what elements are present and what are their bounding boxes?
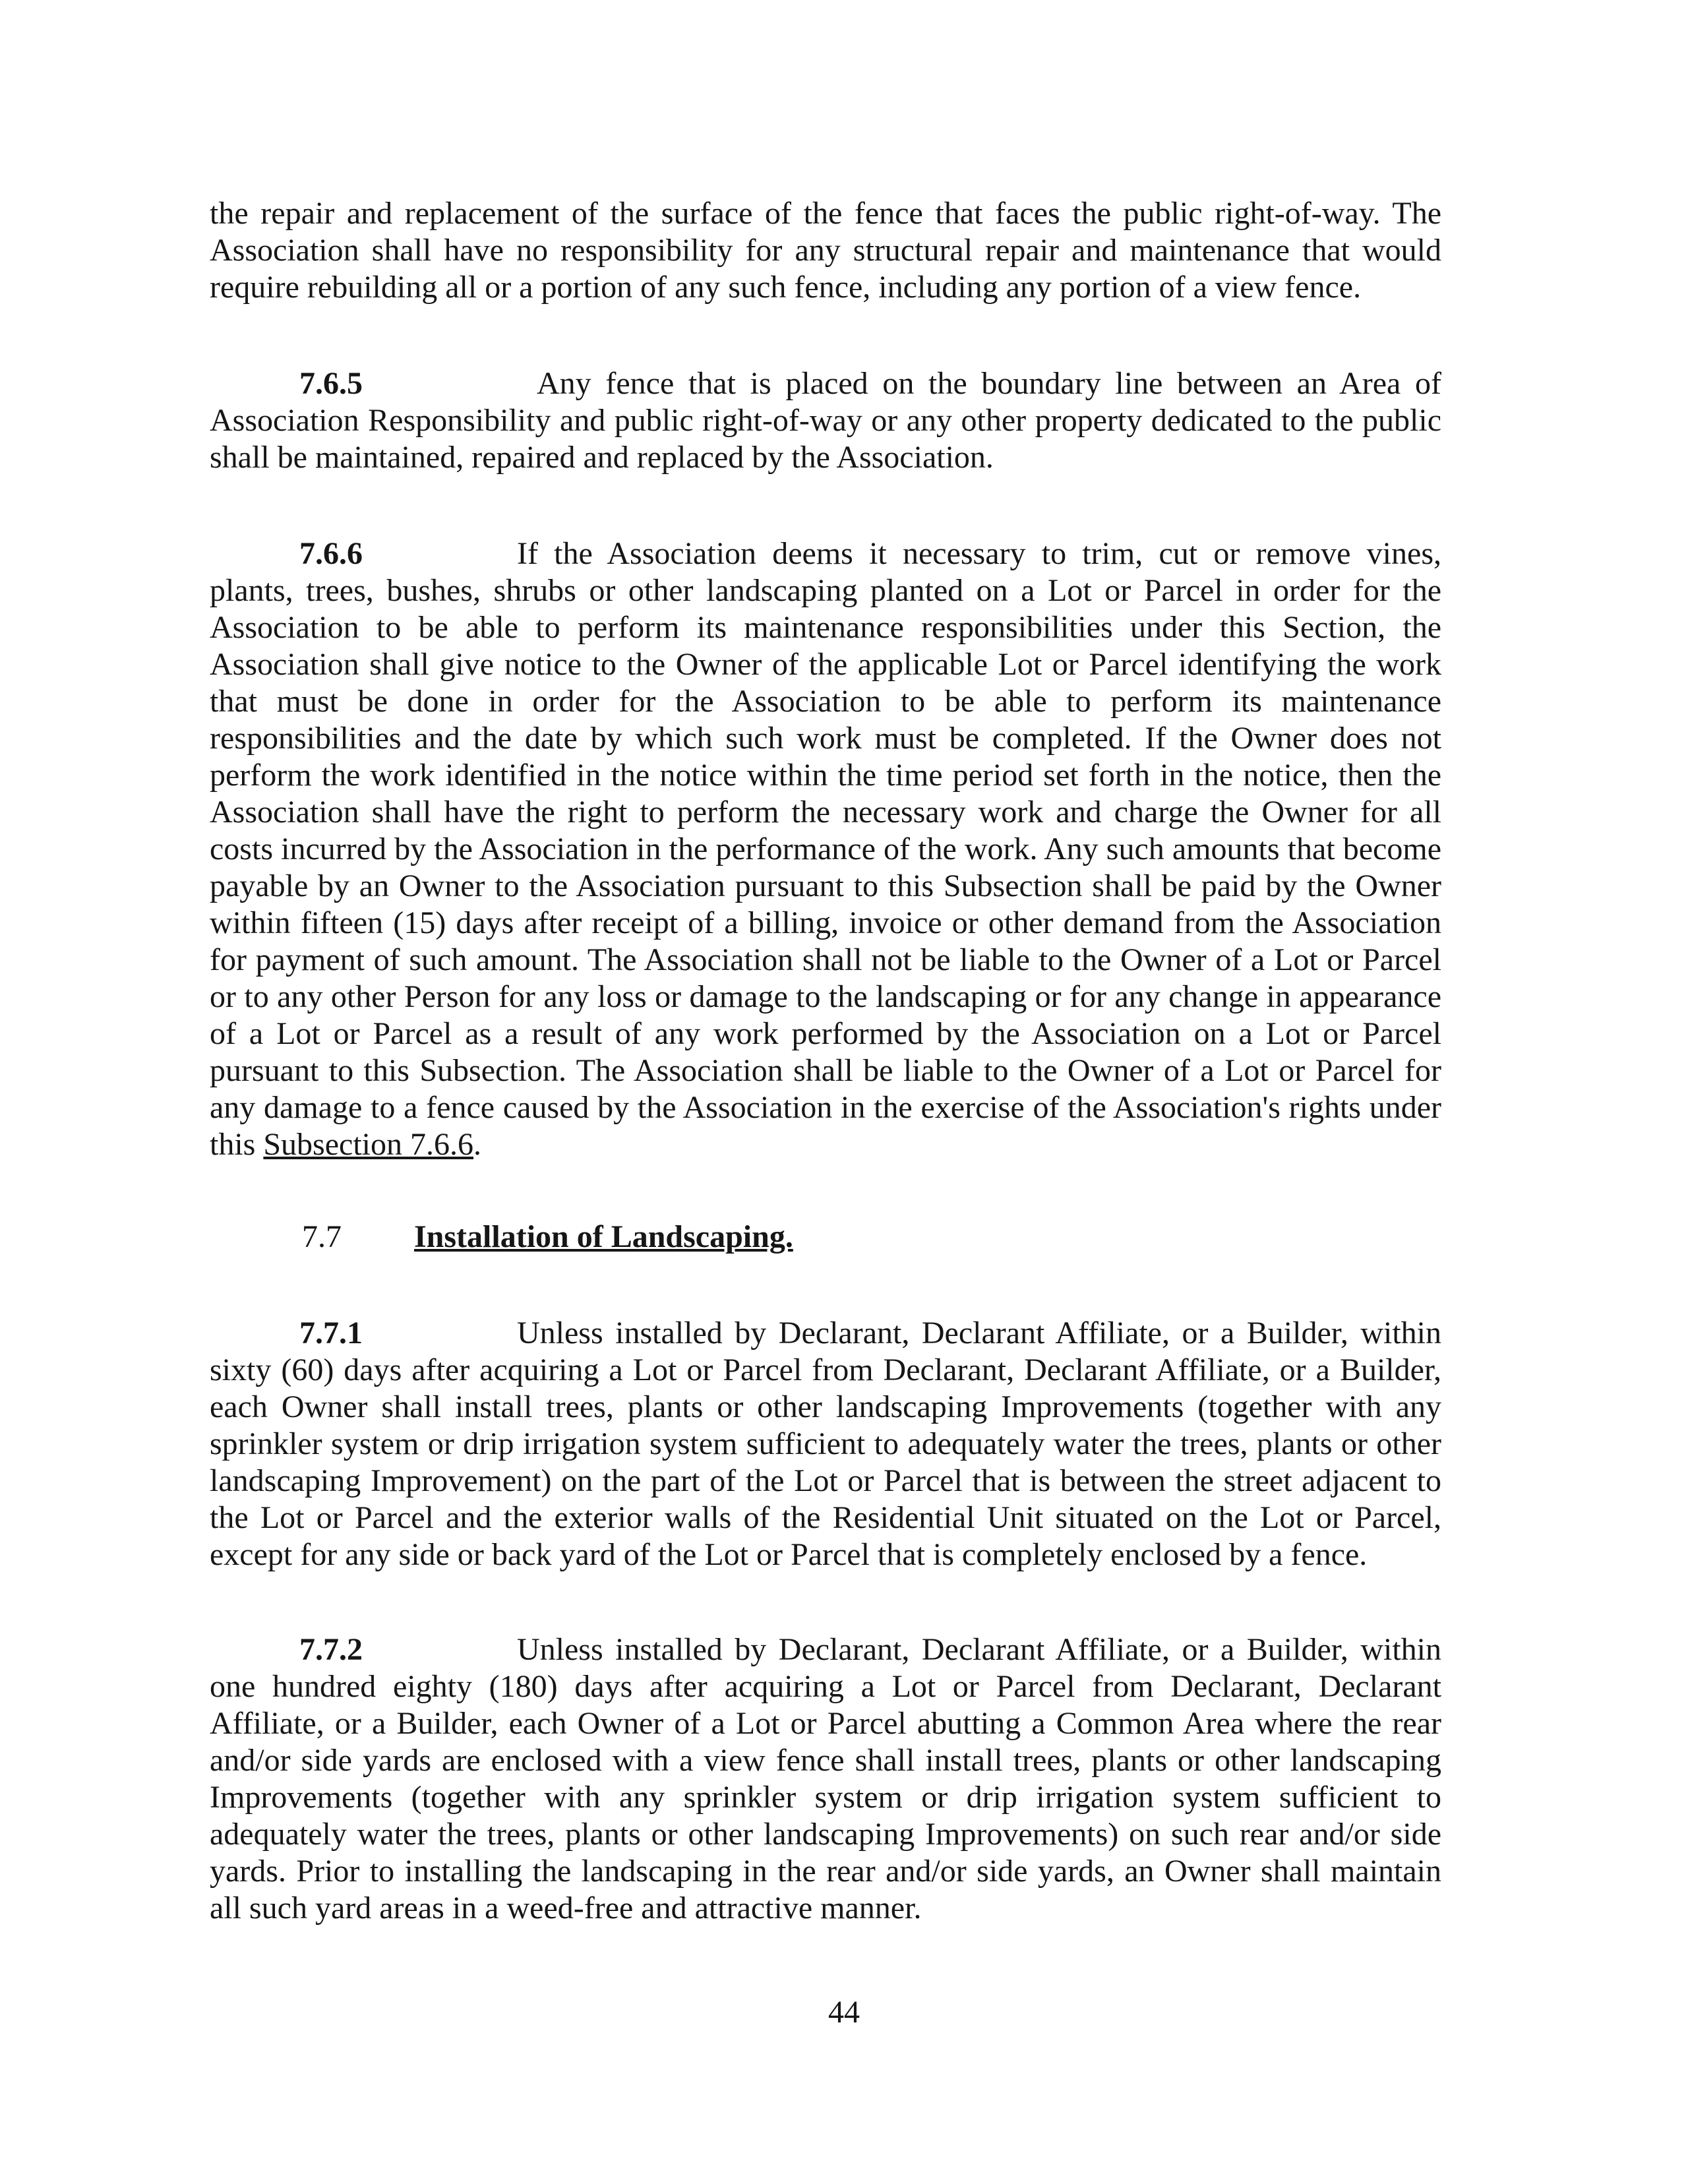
section-number-7-6-5: 7.6.5 — [299, 366, 363, 401]
section-number-7-7-1: 7.7.1 — [299, 1316, 363, 1350]
paragraph-7-6-6-text: If the Association deems it necessary to trim, cut or remove vines, plants, trees, bushes, shrubs or other landscaping planted on a Lot or Parcel in order for the Association to be able to perform its maintenance responsibilities under this Section, the Association shall give notice to the Owner of the applicable Lot or Parcel identifying the work that must be done in order for the Association to be able to perform its maintenance responsibilities and the date by which such work must be completed. If the Owner does not perform the work identified in the notice within the time period set forth in the notice, then the Association shall have the right to perform the necessary work and charge the Owner for all costs incurred by the Association in the performance of the work. Any such amounts that become payable by an Owner to the Association pursuant to this Subsection shall be paid by the Owner within fifteen (15) days after receipt of a billing, invoice or other demand from the Association for payment of such amount. The Association shall not be liable to the Owner of a Lot or Parcel or to any other Person for any loss or damage to the landscaping or for any change in appearance of a Lot or Parcel as a result of any work performed by the Association on a Lot or Parcel pursuant to this Subsection. The Association shall be liable to the Owner of a Lot or Parcel for any damage to a fence caused by the Association in the exercise of the Association's rights under this — [210, 536, 1441, 1162]
paragraph-7-7-1 — [210, 1315, 1441, 1573]
document-page — [210, 195, 1441, 1927]
paragraph-7-6-6-end: . — [473, 1127, 482, 1162]
page-number: 44 — [828, 1995, 860, 2030]
section-number-7-7: 7.7 — [302, 1219, 342, 1254]
paragraph-7-6-5 — [210, 365, 1441, 476]
section-title-7-7: Installation of Landscaping. — [414, 1219, 793, 1254]
section-number-7-6-6: 7.6.6 — [299, 536, 363, 571]
paragraph-continued — [210, 195, 1441, 306]
paragraph-continued-text: the repair and replacement of the surface of the fence that faces the public right-of-way. The Association shall have no responsibility for any structural repair and maintenance that would require rebuilding all or a portion of any such fence, including any portion of a view fence. — [210, 196, 1441, 305]
paragraph-7-6-6 — [210, 535, 1441, 1163]
paragraph-7-7-2-text: Unless installed by Declarant, Declarant Affiliate, or a Builder, within one hundred eighty (180) days after acquiring a Lot or Parcel from Declarant, Declarant Affiliate, or a Builder, each Owner of a Lot or Parcel abutting a Common Area where the rear and/or side yards are enclosed with a view fence shall install trees, plants or other landscaping Improvements (together with any sprinkler system or drip irrigation system sufficient to adequately water the trees, plants or other landscaping Improvements) on such rear and/or side yards. Prior to installing the landscaping in the rear and/or side yards, an Owner shall maintain all such yard areas in a weed-free and attractive manner. — [210, 1632, 1441, 1926]
subsection-reference: Subsection 7.6.6 — [263, 1127, 474, 1162]
paragraph-7-6-5-text: Any fence that is placed on the boundary line between an Area of Association Responsibility and public right-of-way or any other property dedicated to the public shall be maintained, repaired and replaced by the Association. — [210, 366, 1441, 475]
paragraph-7-7-2 — [210, 1631, 1441, 1927]
paragraph-7-7-1-text: Unless installed by Declarant, Declarant Affiliate, or a Builder, within sixty (60) days after acquiring a Lot or Parcel from Declarant, Declarant Affiliate, or a Builder, each Owner shall install trees, plants or other landscaping Improvements (together with any sprinkler system or drip irrigation system sufficient to adequately water the trees, plants or other landscaping Improvement) on the part of the Lot or Parcel that is between the street adjacent to the Lot or Parcel and the exterior walls of the Residential Unit situated on the Lot or Parcel, except for any side or back yard of the Lot or Parcel that is completely enclosed by a fence. — [210, 1316, 1441, 1572]
section-number-7-7-2: 7.7.2 — [299, 1632, 363, 1667]
section-heading-7-7 — [210, 1219, 1441, 1256]
